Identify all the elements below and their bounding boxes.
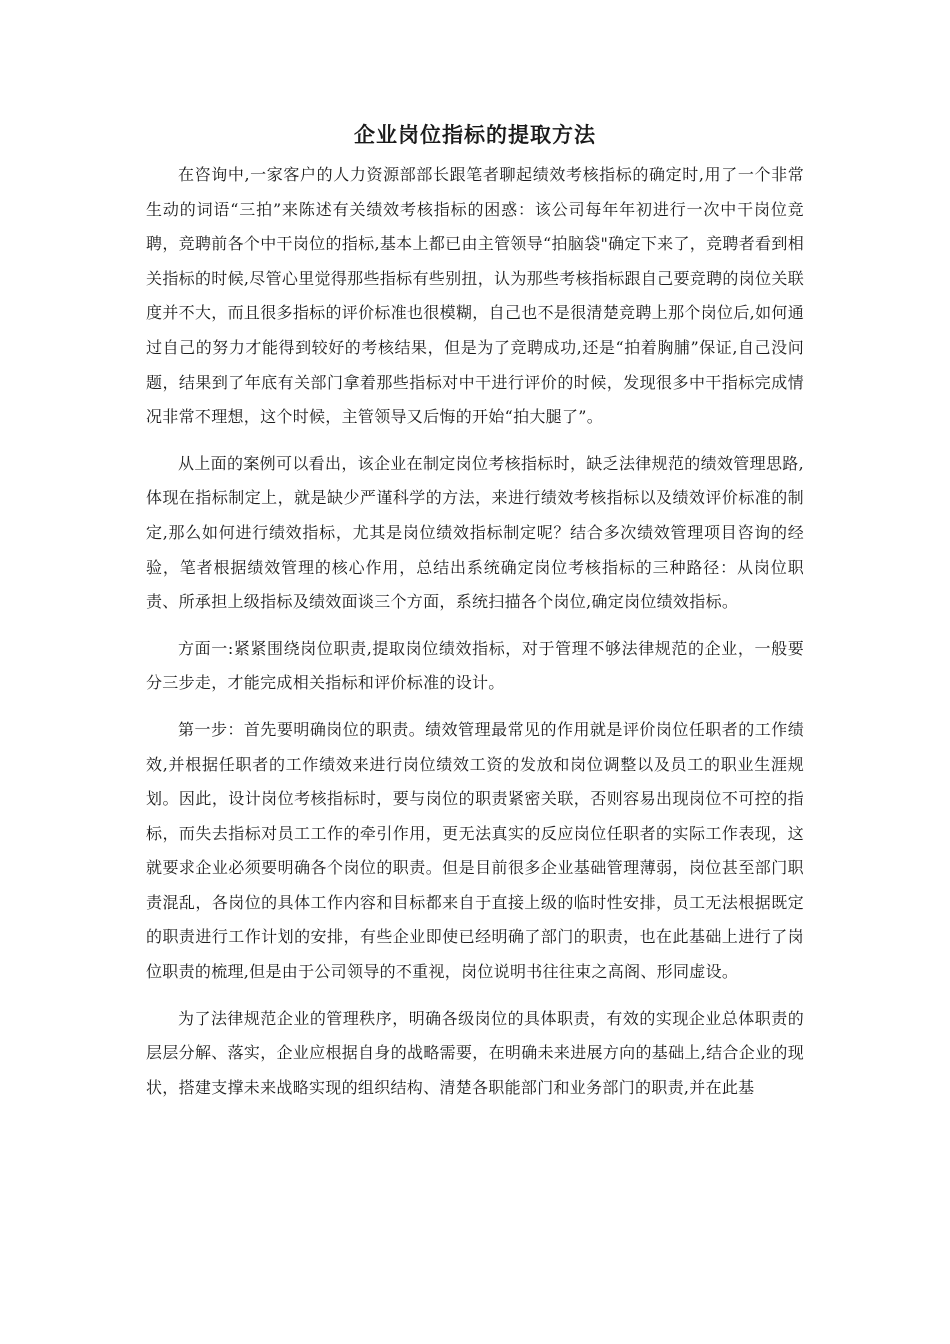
paragraph-case-intro: 在咨询中,一家客户的人力资源部部长跟笔者聊起绩效考核指标的确定时,用了一个非常生动的词语“三拍”来陈述有关绩效考核指标的困惑：该公司每年年初进行一次中干岗位竞聘，竞聘前各个中干岗位的指标,基本上都已由主管领导“拍脑袋"确定下来了，竞聘者看到相关指标的时候,尽管心里觉得那些指标有些别扭，认为那些考核指标跟自己要竞聘的岗位关联度并不大，而且很多指标的评价标准也很模糊，自己也不是很清楚竞聘上那个岗位后,如何通过自己的努力才能得到较好的考核结果，但是为了竞聘成功,还是“拍着胸脯”保证,自己没问题，结果到了年底有关部门拿着那些指标对中干进行评价的时候，发现很多中干指标完成情况非常不理想，这个时候，主管领导又后悔的开始“拍大腿了”。 bbox=[146, 165, 804, 427]
paragraph-standardize: 为了法律规范企业的管理秩序，明确各级岗位的具体职责，有效的实现企业总体职责的层层分解、落实，企业应根据自身的战略需要，在明确未来进展方向的基础上,结合企业的现状，搭建支撑未来战略实现的组织结构、清楚各职能部门和业务部门的职责,并在此基 bbox=[146, 1008, 804, 1097]
paragraph-aspect-one: 方面一:紧紧围绕岗位职责,提取岗位绩效指标，对于管理不够法律规范的企业，一般要分三步走，才能完成相关指标和评价标准的设计。 bbox=[146, 638, 804, 693]
document-title: 企业岗位指标的提取方法 bbox=[354, 122, 596, 147]
paragraph-step-one: 第一步：首先要明确岗位的职责。绩效管理最常见的作用就是评价岗位任职者的工作绩效,并根据任职者的工作绩效来进行岗位绩效工资的发放和岗位调整以及员工的职业生涯规划。因此，设计岗位考核指标时，要与岗位的职责紧密关联，否则容易出现岗位不可控的指标，而失去指标对员工工作的牵引作用，更无法真实的反应岗位任职者的实际工作表现，这就要求企业必须要明确各个岗位的职责。但是目前很多企业基础管理薄弱，岗位甚至部门职责混乱，各岗位的具体工作内容和目标都来自于直接上级的临时性安排，员工无法根据既定的职责进行工作计划的安排，有些企业即使已经明确了部门的职责，也在此基础上进行了岗位职责的梳理,但是由于公司领导的不重视，岗位说明书往往束之高阁、形同虚设。 bbox=[146, 719, 804, 982]
paragraph-case-analysis: 从上面的案例可以看出，该企业在制定岗位考核指标时，缺乏法律规范的绩效管理思路,体现在指标制定上，就是缺少严谨科学的方法，来进行绩效考核指标以及绩效评价标准的制定,那么如何进行绩效指标，尤其是岗位绩效指标制定呢？结合多次绩效管理项目咨询的经验，笔者根据绩效管理的核心作用，总结出系统确定岗位考核指标的三种路径：从岗位职责、所承担上级指标及绩效面谈三个方面，系统扫描各个岗位,确定岗位绩效指标。 bbox=[146, 453, 804, 612]
